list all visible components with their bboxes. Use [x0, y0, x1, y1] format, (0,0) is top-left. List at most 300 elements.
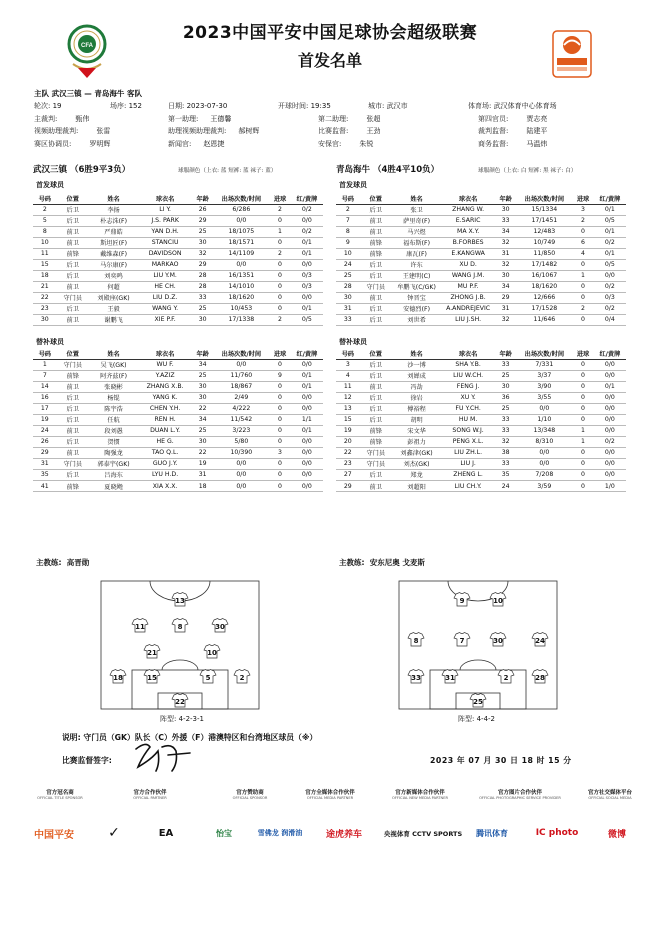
official-name: 陆建平 — [526, 127, 548, 136]
table-row — [336, 425, 626, 436]
table-cell: 34 — [192, 359, 213, 370]
table-cell: 守门员 — [57, 292, 89, 303]
home-label: 主队 — [34, 89, 49, 98]
table-cell: 钟晋宝 — [392, 292, 441, 303]
official-role: 赛区协调员: — [34, 139, 72, 148]
table-cell: 0/0 — [516, 458, 572, 469]
table-cell: 8 — [336, 226, 360, 237]
meta-line — [34, 100, 634, 112]
table-cell: 19 — [33, 414, 57, 425]
home-formation: 阵型: 4-2-3-1 — [160, 715, 204, 723]
table-cell: 0/0 — [594, 370, 626, 381]
table-row — [33, 359, 323, 370]
table-cell: 安德烈(F) — [392, 303, 441, 314]
table-cell: 萨里奇(F) — [392, 215, 441, 226]
table-cell: 0/1 — [594, 381, 626, 392]
table-cell: 11/542 — [213, 414, 269, 425]
table-row — [33, 481, 323, 492]
table-cell: 0 — [572, 447, 593, 458]
home-team-line: 武汉三镇 （6胜9平3负） — [33, 165, 131, 175]
sponsor-title-zh: 官方赞助商 — [236, 790, 264, 796]
table-cell: 0/0 — [516, 447, 572, 458]
official-name: 张雷 — [96, 127, 111, 136]
table-row — [336, 403, 626, 414]
table-cell: 17/1451 — [516, 215, 572, 226]
table-cell: 段刘愚 — [89, 425, 138, 436]
table-cell: 25 — [495, 370, 516, 381]
official-role: 裁判监督: — [478, 127, 509, 136]
table-cell: 16/1351 — [213, 270, 269, 281]
table-cell: 2 — [33, 204, 57, 215]
table-cell: 0 — [269, 270, 290, 281]
table-cell: 守门员 — [57, 359, 89, 370]
official-role: 第一助理: — [168, 114, 199, 123]
sponsor-logo: 怡宝 — [216, 828, 232, 838]
table-cell: 7 — [336, 215, 360, 226]
table-cell: 29 — [192, 215, 213, 226]
table-cell: 2/49 — [213, 392, 269, 403]
table-cell: 任航 — [89, 414, 138, 425]
table-cell: 前卫 — [57, 226, 89, 237]
table-cell: 前卫 — [360, 381, 392, 392]
official-cell — [478, 138, 634, 150]
table-cell: 谢鹏飞 — [89, 314, 138, 325]
table-cell: 3/55 — [516, 392, 572, 403]
table-row — [336, 481, 626, 492]
column-header: 出场次数/时间 — [516, 193, 572, 204]
table-cell: 王毅 — [89, 303, 138, 314]
table-cell: 36 — [495, 392, 516, 403]
table-cell: 11/850 — [516, 248, 572, 259]
shirt-number: 21 — [147, 649, 157, 658]
table-cell: 0/2 — [594, 436, 626, 447]
table-cell: 0/2 — [291, 204, 323, 215]
table-cell: 0 — [572, 414, 593, 425]
table-cell: XIA X.X. — [138, 481, 192, 492]
table-cell: 0/0 — [291, 458, 323, 469]
table-cell: 4 — [336, 370, 360, 381]
table-cell: 3/90 — [516, 381, 572, 392]
sponsor-title-zh: 官方社交媒体平台 — [587, 790, 632, 796]
table-cell: 马兴煜 — [392, 226, 441, 237]
table-row — [33, 204, 323, 215]
away-team-name: 青岛海牛 — [94, 89, 125, 98]
table-cell: 0/1 — [291, 303, 323, 314]
table-cell: 0 — [269, 237, 290, 248]
table-cell: 33 — [495, 458, 516, 469]
official-name: 王德馨 — [210, 114, 232, 123]
officials-row — [34, 138, 634, 150]
table-cell: 3 — [269, 447, 290, 458]
table-cell: 0 — [572, 370, 593, 381]
shirt-number: 30 — [215, 623, 225, 632]
table-cell: 0/0 — [291, 436, 323, 447]
table-cell: 11 — [336, 381, 360, 392]
table-row — [336, 314, 626, 325]
official-name: 赵恩捷 — [203, 139, 225, 148]
date-value: 2023-07-30 — [186, 102, 228, 111]
table-cell: 0 — [269, 414, 290, 425]
table-row — [336, 381, 626, 392]
table-cell: 前卫 — [57, 425, 89, 436]
shirt-number: 28 — [535, 674, 545, 683]
table-cell: 17/1528 — [516, 303, 572, 314]
column-header: 红/黄牌 — [594, 348, 626, 359]
table-cell: 29 — [192, 259, 213, 270]
table-cell: 2 — [269, 248, 290, 259]
table-cell: 33 — [495, 414, 516, 425]
table-cell: 前卫 — [360, 292, 392, 303]
table-cell: 33 — [192, 292, 213, 303]
table-cell: 刘鑫津(GK) — [392, 447, 441, 458]
table-cell: 牟鹏飞(C/GK) — [392, 281, 441, 292]
sponsor-title-en: OFFICIAL PARTNER — [133, 796, 167, 800]
table-cell: ZHENG L. — [441, 469, 495, 480]
away-subs-label: 替补球员 — [339, 338, 367, 346]
table-cell: 31 — [336, 303, 360, 314]
table-cell: 0/0 — [594, 403, 626, 414]
table-cell: 后卫 — [360, 414, 392, 425]
table-cell: 后卫 — [57, 392, 89, 403]
table-cell: 何超 — [89, 281, 138, 292]
column-header: 进球 — [572, 348, 593, 359]
table-cell: XU D. — [441, 259, 495, 270]
table-cell: 3 — [572, 204, 593, 215]
table-row — [33, 392, 323, 403]
official-role: 比赛监督: — [318, 127, 349, 136]
date-label: 日期: — [168, 102, 185, 111]
table-cell: 0 — [269, 259, 290, 270]
table-cell: 25 — [192, 226, 213, 237]
table-cell: 2 — [336, 204, 360, 215]
shirt-number: 8 — [413, 637, 419, 646]
shirt-number: 5 — [205, 674, 211, 683]
table-cell: 16/1067 — [516, 270, 572, 281]
table-cell: 25 — [192, 425, 213, 436]
table-cell: 24 — [33, 425, 57, 436]
table-cell: 28 — [336, 281, 360, 292]
kickoff-label: 开球时间: — [278, 102, 309, 111]
table-cell: 前卫 — [57, 281, 89, 292]
table-row — [33, 292, 323, 303]
table-cell: 31 — [495, 248, 516, 259]
table-cell: 0/0 — [594, 425, 626, 436]
table-cell: REN H. — [138, 414, 192, 425]
table-cell: 0/2 — [594, 237, 626, 248]
table-cell: 1/1 — [291, 414, 323, 425]
table-cell: 后卫 — [57, 215, 89, 226]
table-cell: 16 — [33, 392, 57, 403]
table-cell: 29 — [33, 447, 57, 458]
table-cell: 后卫 — [57, 303, 89, 314]
table-cell: 0 — [572, 292, 593, 303]
table-cell: 前锋 — [360, 237, 392, 248]
table-row — [33, 370, 323, 381]
table-cell: 后卫 — [360, 469, 392, 480]
table-cell: 郭泰宇(GK) — [89, 458, 138, 469]
table-cell: 0 — [572, 392, 593, 403]
table-cell: 0 — [572, 359, 593, 370]
officials — [34, 113, 634, 150]
table-cell: 前卫 — [57, 314, 89, 325]
table-cell: 3/223 — [213, 425, 269, 436]
table-row — [336, 248, 626, 259]
table-cell: 0 — [269, 303, 290, 314]
table-cell: 5 — [33, 215, 57, 226]
table-cell: 前锋 — [57, 481, 89, 492]
table-cell: 0 — [269, 481, 290, 492]
sponsor-logo: 中国平安 — [34, 829, 74, 841]
shirt-number: 9 — [459, 597, 465, 606]
table-cell: 后卫 — [57, 204, 89, 215]
home-subs-label: 替补球员 — [36, 338, 64, 346]
official-name: 马温炜 — [526, 139, 548, 148]
table-cell: 2 — [572, 215, 593, 226]
table-cell: 陶强龙 — [89, 447, 138, 458]
table-cell: 4 — [572, 248, 593, 259]
table-cell: 0 — [269, 215, 290, 226]
table-cell: 后卫 — [360, 270, 392, 281]
table-cell: 宋文华 — [392, 425, 441, 436]
shirt-number: 33 — [411, 674, 421, 683]
page-subtitle: 首发名单 — [297, 51, 362, 70]
home-starters-table — [33, 193, 323, 326]
table-cell: 10/749 — [516, 237, 572, 248]
table-cell: 后卫 — [360, 303, 392, 314]
table-cell: 沙一博 — [392, 359, 441, 370]
table-cell: 0 — [269, 425, 290, 436]
table-cell: 17 — [33, 403, 57, 414]
table-row — [336, 281, 626, 292]
table-cell: 28 — [192, 270, 213, 281]
column-header: 红/黄牌 — [291, 193, 323, 204]
table-cell: 后卫 — [360, 314, 392, 325]
page-title: 2023中国平安中国足球协会超级联赛 — [182, 23, 478, 43]
table-cell: 戴维森(F) — [89, 248, 138, 259]
table-cell: 贺惯 — [89, 436, 138, 447]
table-cell: 18/1571 — [213, 237, 269, 248]
table-cell: Y.AZIZ — [138, 370, 192, 381]
table-cell: 35 — [495, 469, 516, 480]
table-cell: 0/1 — [291, 248, 323, 259]
table-cell: 0/1 — [291, 381, 323, 392]
table-row — [336, 447, 626, 458]
table-cell: 0 — [572, 281, 593, 292]
shirt-number: 2 — [503, 674, 509, 683]
signature-label: 比赛监督签字: — [62, 756, 112, 765]
column-header: 进球 — [269, 193, 290, 204]
table-cell: 0/0 — [291, 403, 323, 414]
table-cell: 0/0 — [594, 392, 626, 403]
table-cell: 0 — [572, 259, 593, 270]
sponsor-title — [18, 788, 102, 800]
table-cell: 0 — [269, 359, 290, 370]
table-cell: LIU ZH.L. — [441, 447, 495, 458]
column-header: 姓名 — [392, 348, 441, 359]
sponsor-title — [108, 788, 192, 800]
away-formation: 阵型: 4-4-2 — [458, 715, 495, 723]
table-cell: 1 — [269, 226, 290, 237]
table-cell: LIU W.CH. — [441, 370, 495, 381]
svg-text:CFA: CFA — [81, 43, 93, 49]
table-cell: 2 — [269, 314, 290, 325]
table-cell: 3 — [336, 359, 360, 370]
table-header-row — [33, 193, 323, 204]
sponsor-title-zh: 官方合作伙伴 — [133, 790, 167, 796]
table-cell: 12/666 — [516, 292, 572, 303]
shirt-number: 18 — [113, 674, 123, 683]
official-name: 朱锐 — [359, 139, 374, 148]
sponsor-title-zh: 官方冠名商 — [46, 790, 74, 796]
table-cell: 0/0 — [594, 458, 626, 469]
table-cell: 刘殿座(GK) — [89, 292, 138, 303]
table-row — [33, 447, 323, 458]
official-cell — [478, 125, 634, 137]
sponsor-title-en: OFFICIAL NEW MEDIA PARTNER — [392, 796, 448, 800]
table-row — [33, 469, 323, 480]
away-subs-table — [336, 348, 626, 492]
table-cell: 2 — [269, 204, 290, 215]
column-header: 号码 — [336, 348, 360, 359]
column-header: 姓名 — [89, 193, 138, 204]
sponsor-title — [478, 788, 562, 800]
column-header: 球衣名 — [138, 348, 192, 359]
table-cell: 35 — [33, 469, 57, 480]
table-cell: LI Y. — [138, 204, 192, 215]
table-row — [33, 215, 323, 226]
table-cell: 1 — [572, 425, 593, 436]
table-row — [33, 259, 323, 270]
table-cell: 0 — [572, 458, 593, 469]
table-cell: WU F. — [138, 359, 192, 370]
table-row — [33, 248, 323, 259]
table-cell: YANG K. — [138, 392, 192, 403]
table-cell: 33 — [495, 359, 516, 370]
table-cell: 12 — [336, 392, 360, 403]
table-cell: 1/0 — [594, 481, 626, 492]
table-cell: J.S. PARK — [138, 215, 192, 226]
table-cell: 吕海东 — [89, 469, 138, 480]
table-cell: 0/2 — [594, 303, 626, 314]
table-cell: 0/3 — [291, 270, 323, 281]
table-cell: 0/0 — [213, 359, 269, 370]
away-label: 客队 — [127, 89, 142, 98]
table-cell: 30 — [495, 204, 516, 215]
table-cell: 刘婵成 — [392, 370, 441, 381]
table-cell: 0 — [269, 403, 290, 414]
table-cell: 后卫 — [360, 259, 392, 270]
table-cell: 后卫 — [360, 392, 392, 403]
table-cell: ZHANG W. — [441, 204, 495, 215]
table-cell: 0/0 — [594, 359, 626, 370]
table-cell: 0/1 — [594, 226, 626, 237]
table-cell: 31 — [192, 469, 213, 480]
sponsor-title — [208, 788, 292, 800]
table-cell: 10/390 — [213, 447, 269, 458]
official-role: 主裁判: — [34, 114, 58, 123]
table-cell: 18/1620 — [213, 292, 269, 303]
table-cell: 20 — [336, 436, 360, 447]
table-cell: ZHONG J.B. — [441, 292, 495, 303]
table-cell: 25 — [192, 303, 213, 314]
table-cell: 严鼎皓 — [89, 226, 138, 237]
column-header: 球衣名 — [441, 193, 495, 204]
table-cell: 王建明(C) — [392, 270, 441, 281]
sponsor-title-en: OFFICIAL PHOTOGRAPHIC SERVICE PROVIDER — [479, 796, 561, 800]
table-cell: 0 — [572, 481, 593, 492]
official-role: 新闻官: — [168, 139, 192, 148]
official-role: 视频助理裁判: — [34, 127, 79, 136]
table-row — [336, 270, 626, 281]
city-value: 武汉市 — [386, 102, 408, 111]
table-cell: 28 — [192, 281, 213, 292]
table-cell: 32 — [495, 259, 516, 270]
sponsor-title-en: OFFICIAL MEDIA PARTNER — [306, 796, 354, 800]
table-cell: 夏晓飏 — [89, 481, 138, 492]
table-cell: 0/0 — [213, 481, 269, 492]
table-cell: 0/0 — [291, 481, 323, 492]
table-cell: YAN D.H. — [138, 226, 192, 237]
official-name: 罗明辉 — [89, 139, 111, 148]
official-role: 第二助理: — [318, 114, 349, 123]
table-cell: 福布斯(F) — [392, 237, 441, 248]
away-team-line: 青岛海牛 （4胜4平10负） — [336, 165, 440, 175]
away-formation-pitch — [398, 580, 558, 710]
sponsor-title — [568, 788, 652, 800]
table-row — [33, 303, 323, 314]
table-cell: 前锋 — [360, 248, 392, 259]
table-cell: 23 — [336, 458, 360, 469]
table-cell: 后卫 — [360, 403, 392, 414]
table-cell: 8/310 — [516, 436, 572, 447]
table-cell: 30 — [192, 314, 213, 325]
table-cell: 29 — [495, 292, 516, 303]
table-cell: MARKAO — [138, 259, 192, 270]
signature — [132, 737, 192, 773]
table-cell: 前卫 — [57, 381, 89, 392]
sponsor-title-en: OFFICIAL TITLE SPONSOR — [37, 796, 83, 800]
table-cell: LIU CH.Y. — [441, 481, 495, 492]
table-cell: LYU H.D. — [138, 469, 192, 480]
table-cell: 32 — [192, 248, 213, 259]
table-cell: 前卫 — [57, 237, 89, 248]
table-cell: 前卫 — [57, 447, 89, 458]
shirt-number: 10 — [493, 597, 503, 606]
shirt-number: 30 — [493, 637, 503, 646]
away-starters-table — [336, 193, 626, 326]
table-cell: 23 — [33, 303, 57, 314]
table-row — [336, 370, 626, 381]
official-cell — [168, 113, 318, 125]
shirt-number: 13 — [175, 597, 185, 606]
table-cell: 后卫 — [57, 414, 89, 425]
table-cell: 守门员 — [360, 447, 392, 458]
table-cell: 0/2 — [291, 226, 323, 237]
table-row — [336, 414, 626, 425]
table-cell: 0/4 — [594, 314, 626, 325]
table-cell: 7 — [33, 370, 57, 381]
table-cell: 0/1 — [594, 248, 626, 259]
table-cell: 10 — [336, 248, 360, 259]
table-cell: 13 — [336, 403, 360, 414]
table-cell: 刘杰(GK) — [392, 458, 441, 469]
sponsor-logo: 腾讯体育 — [476, 828, 508, 838]
table-row — [336, 226, 626, 237]
table-cell: 前锋 — [360, 425, 392, 436]
officials-row — [34, 125, 634, 137]
table-cell: 30 — [192, 237, 213, 248]
kickoff-value: 19:35 — [310, 102, 331, 111]
